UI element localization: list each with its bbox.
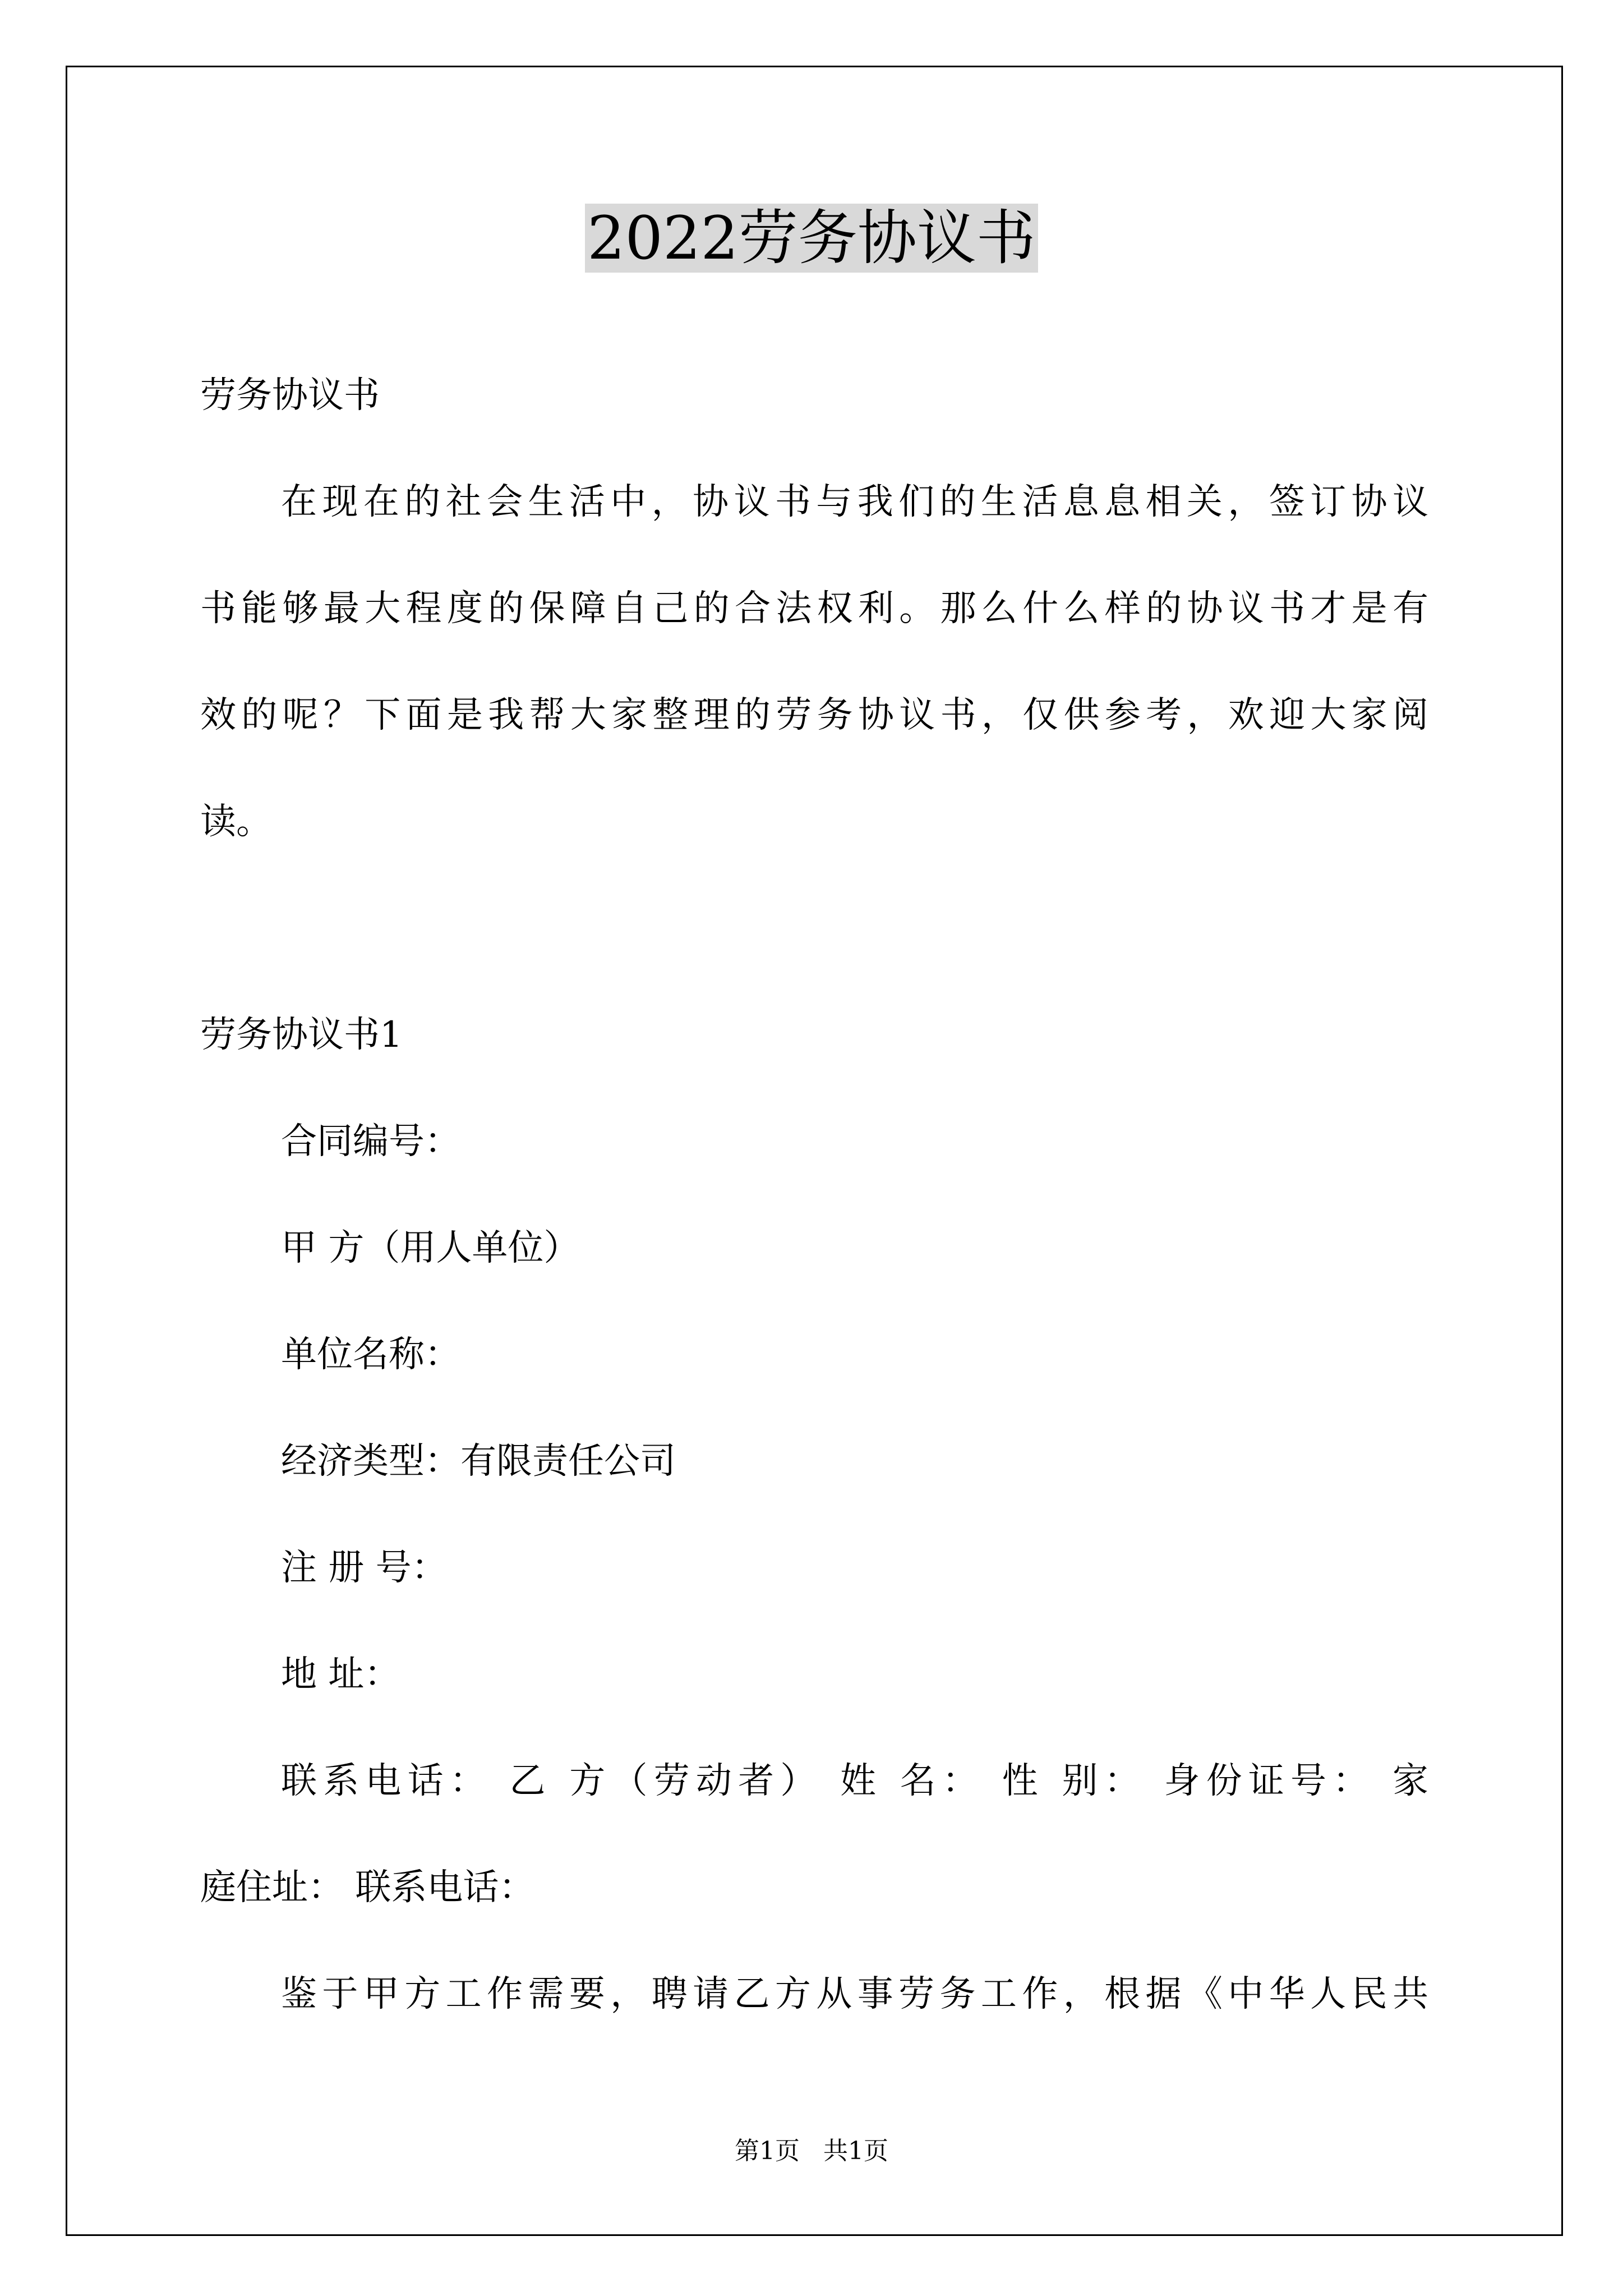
address-field: 地 址： [281, 1654, 400, 1695]
intro-paragraph-line: 在现在的社会生活中，协议书与我们的生活息息相关，签订协议 [281, 481, 1428, 523]
registration-number-field: 注 册 号： [281, 1547, 448, 1589]
page-number: 第1页 [735, 2137, 800, 2165]
party-a-field: 甲 方（用人单位） [281, 1227, 580, 1269]
contact-line: 庭住址： 联系电话： [200, 1867, 535, 1908]
intro-paragraph-line: 书能够最大程度的保障自己的合法权利。那么什么样的协议书才是有 [200, 588, 1428, 629]
contract-number-field: 合同编号： [281, 1121, 460, 1162]
page-total: 共1页 [823, 2137, 888, 2165]
contact-line: 联系电话： 乙 方（劳动者） 姓 名： 性 别： 身份证号： 家 [281, 1760, 1428, 1802]
economic-type-field: 经济类型：有限责任公司 [281, 1441, 676, 1482]
unit-name-field: 单位名称： [281, 1334, 460, 1375]
document-body [200, 342, 1428, 2047]
intro-paragraph-line: 读。 [200, 801, 272, 843]
document-title [0, 202, 1623, 275]
title-highlight: 2022劳务协议书 [585, 204, 1038, 273]
intro-heading: 劳务协议书 [200, 375, 380, 416]
paragraph-gap [200, 875, 1428, 982]
intro-paragraph-line: 效的呢？下面是我帮大家整理的劳务协议书，仅供参考，欢迎大家阅 [200, 694, 1428, 736]
agreement-paragraph-line: 鉴于甲方工作需要，聘请乙方从事劳务工作，根据《中华人民共 [281, 1973, 1428, 2015]
page-footer [0, 2134, 1623, 2168]
section-heading: 劳务协议书1 [200, 1014, 403, 1056]
